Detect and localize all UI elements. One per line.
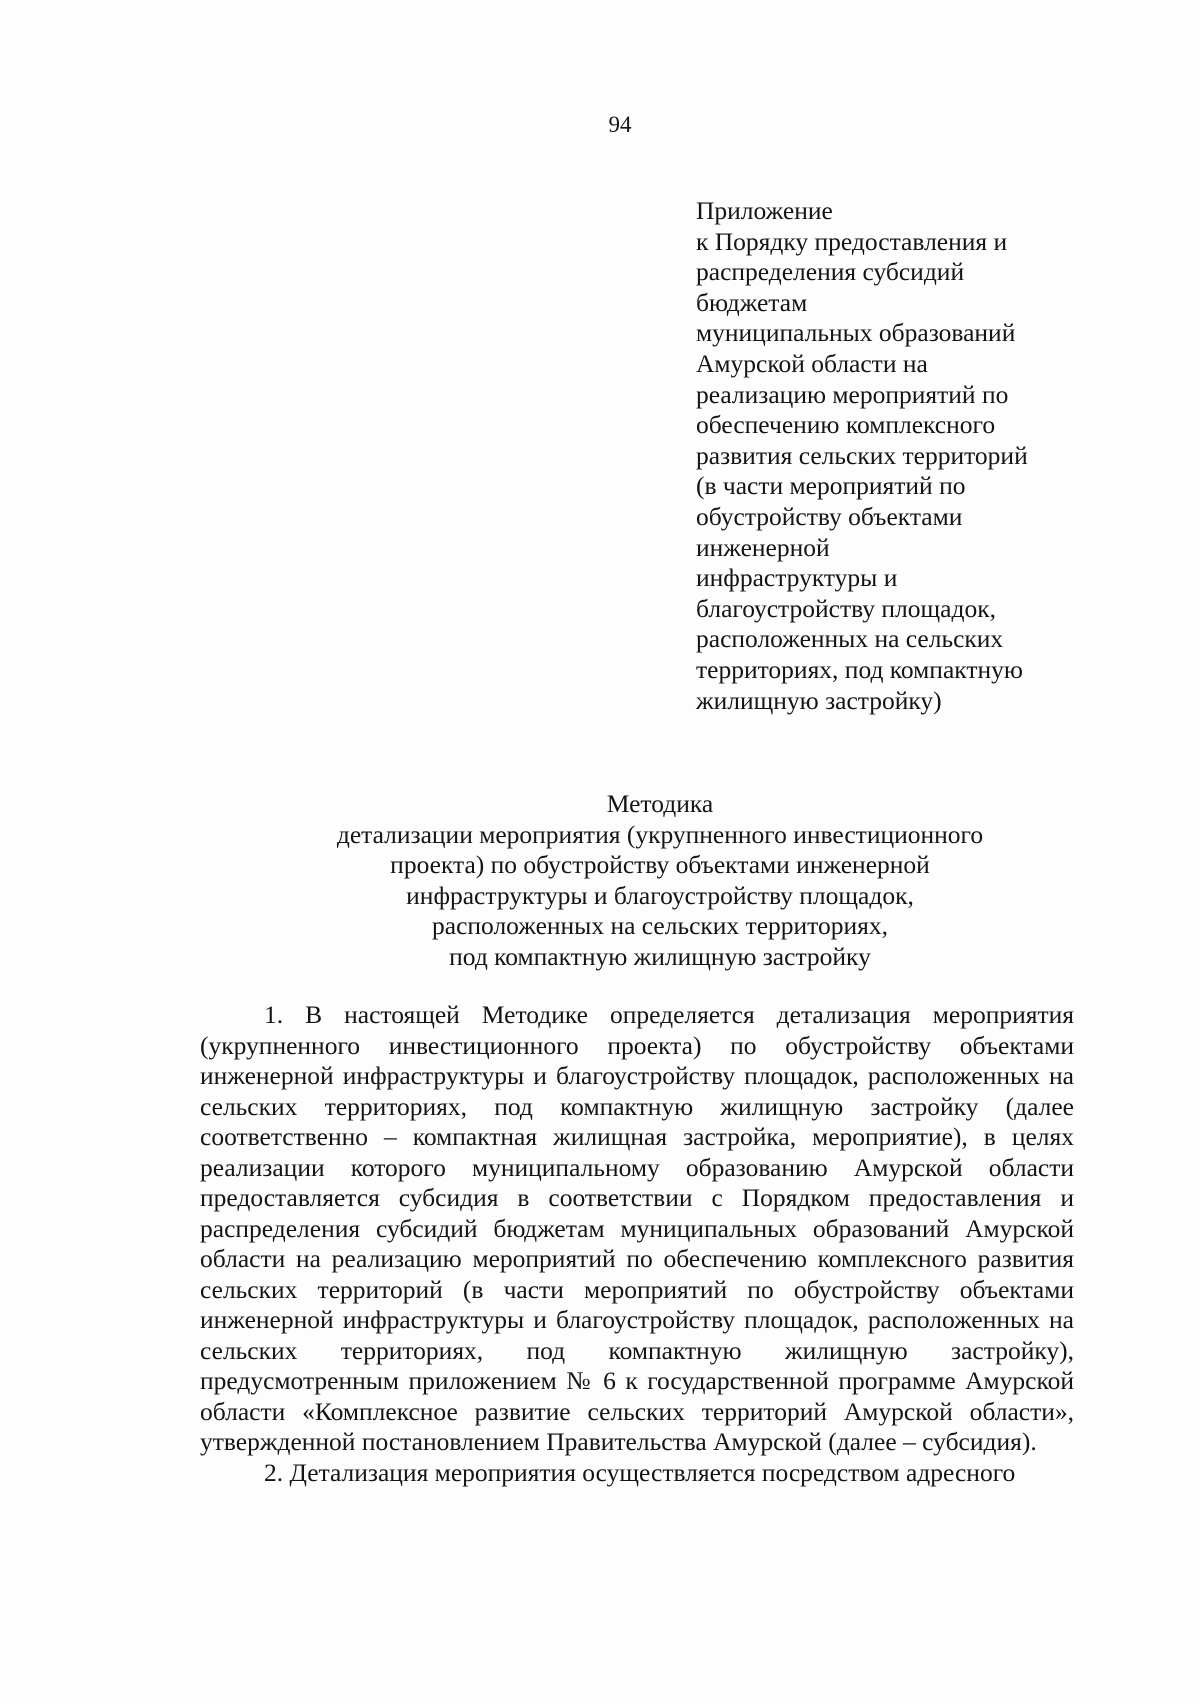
appendix-line: обеспечению комплексного (696, 410, 996, 440)
appendix-line: территориях, под компактную (696, 654, 1023, 684)
title-heading: Методика (606, 789, 714, 818)
title-line: проекта) по обустройству объектами инженерной (390, 850, 930, 880)
appendix-line: Приложение (696, 196, 833, 225)
document-title (300, 789, 1020, 973)
title-line: детализации мероприятия (укрупненного инвестиционного (336, 819, 984, 849)
appendix-line: Амурской области на (696, 348, 928, 378)
appendix-line: жилищную застройку) (696, 685, 942, 715)
appendix-line: муниципальных образований (696, 318, 1016, 348)
appendix-line: благоустройству площадок, (696, 593, 996, 623)
appendix-line: расположенных на сельских (696, 624, 1004, 654)
title-line: расположенных на сельских территориях, (432, 911, 888, 941)
paragraph-2: 2. Детализация мероприятия осуществляется посредством адресного (264, 1457, 1016, 1487)
title-line: инфраструктуры и благоустройству площадок, (406, 880, 914, 910)
appendix-line: развития сельских территорий (696, 440, 1028, 470)
appendix-line: инфраструктуры и (696, 563, 898, 593)
document-body (200, 1000, 1074, 1488)
appendix-line: бюджетам (696, 287, 808, 317)
appendix-line: обустройству объектами (696, 501, 963, 531)
paragraph-1: 1. В настоящей Методике определяется детализация мероприятия (укрупненного инвестиционного проекта) по обустройству объектами инженерной инфраструктуры и благоустройству площадок, расположенных на сельских территориях, под компактную жилищную застройку (далее соответственно – компактная жилищная застройка, мероприятие), в целях реализации которого муниципальному образованию Амурской области предоставляется субсидия в соответствии с Порядком предоставления и распределения субсидий бюджетам муниципальных образований Амурской области на реализацию мероприятий по обеспечению комплексного развития сельских территорий (в части мероприятий по обустройству объектами инженерной инфраструктуры и благоустройству площадок, расположенных на сельских территориях, под компактную жилищную застройку), предусмотренным приложением № 6 к государственной программе Амурской области «Комплексное развитие сельских территорий Амурской области», утвержденной постановлением Правительства Амурской (далее – субсидия). (200, 1000, 1074, 1456)
appendix-line: (в части мероприятий по (696, 471, 966, 501)
title-line: под компактную жилищную застройку (449, 941, 871, 971)
page-number: 94 (608, 112, 632, 137)
appendix-line: распределения субсидий (696, 257, 965, 287)
appendix-line: инженерной (696, 532, 830, 562)
appendix-header (696, 196, 1116, 716)
appendix-line: реализацию мероприятий по (696, 379, 1009, 409)
appendix-line: к Порядку предоставления и (696, 226, 1008, 256)
